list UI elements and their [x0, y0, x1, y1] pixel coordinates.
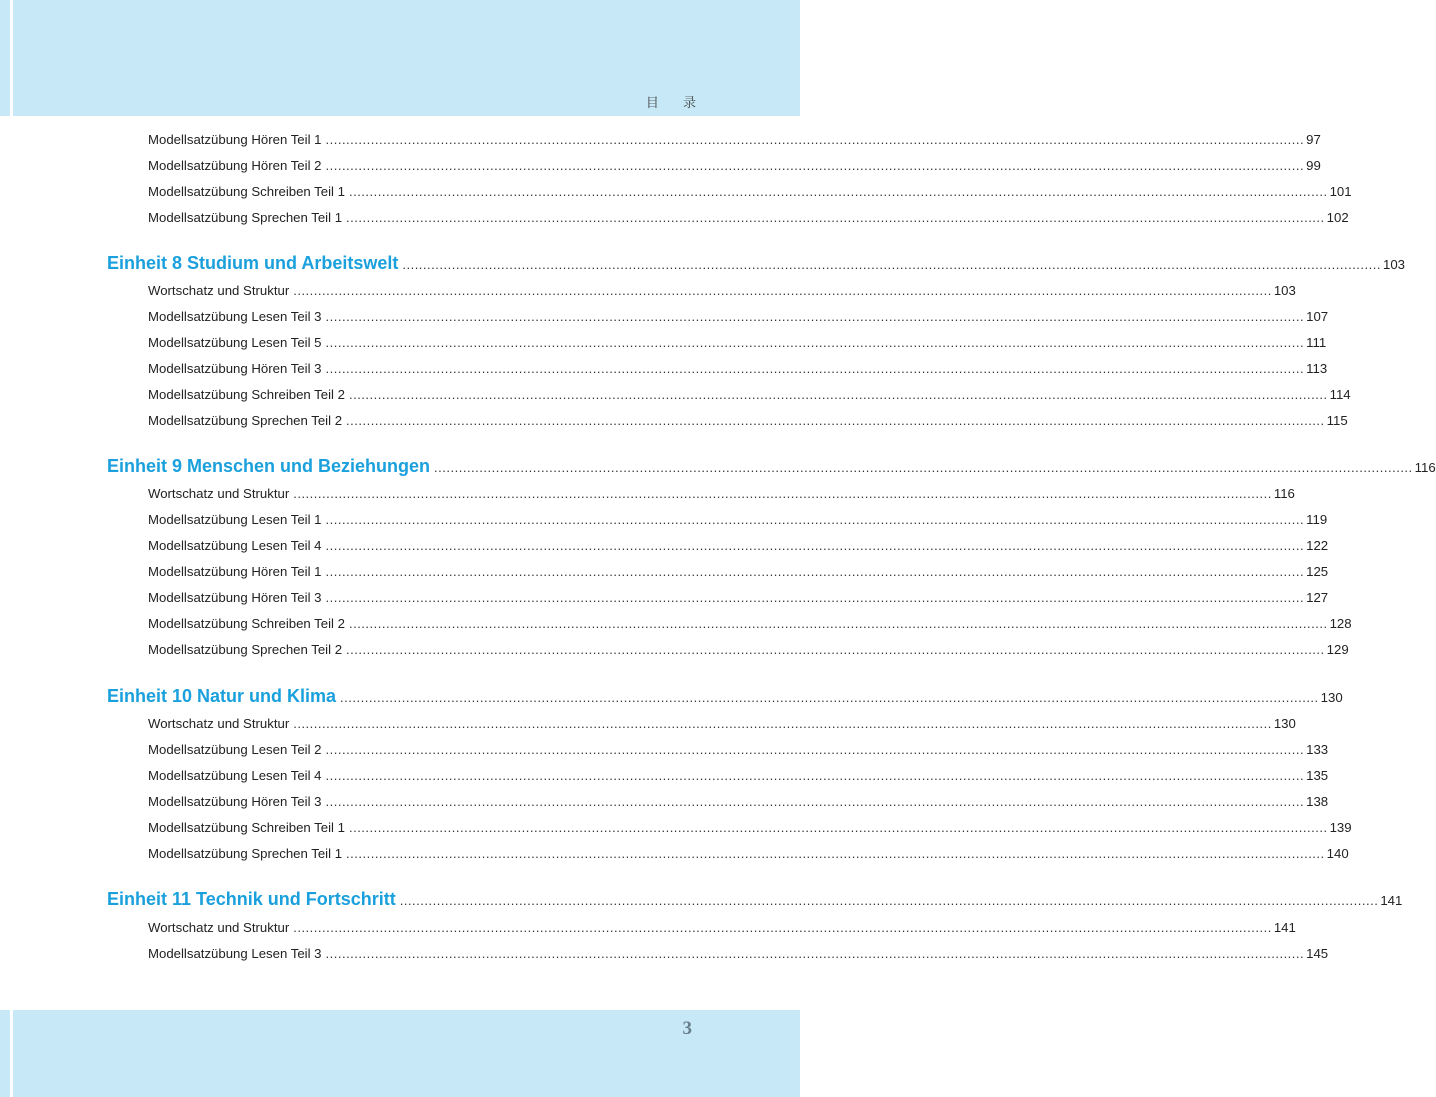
toc-entry[interactable]: [148, 742, 1329, 764]
toc-leader-dots: ..............................................................................................................................................................................................................................................: [348, 184, 1328, 199]
toc-leader-dots: ..............................................................................................................................................................................................................................................: [346, 642, 1325, 657]
toc-entry[interactable]: [148, 335, 1327, 357]
toc-entry-label: Modellsatzübung Schreiben Teil 2: [148, 616, 345, 631]
toc-leader-dots: ..............................................................................................................................................................................................................................................: [402, 257, 1381, 272]
toc-unit-page: 141: [1380, 893, 1403, 908]
toc-leader-dots: ..............................................................................................................................................................................................................................................: [325, 946, 1305, 961]
toc-entry[interactable]: [148, 283, 1296, 305]
toc-leader-dots: ..............................................................................................................................................................................................................................................: [348, 616, 1328, 631]
toc-entry-label: Modellsatzübung Hören Teil 1: [148, 132, 322, 147]
toc-leader-dots: ..............................................................................................................................................................................................................................................: [346, 413, 1325, 428]
toc-leader-dots: ..............................................................................................................................................................................................................................................: [293, 920, 1272, 935]
toc-leader-dots: ..............................................................................................................................................................................................................................................: [293, 283, 1272, 298]
toc-unit-page: 103: [1382, 257, 1405, 272]
toc-entry-page: 107: [1306, 309, 1329, 324]
toc-entry-page: 122: [1306, 538, 1329, 553]
toc-entry-page: 138: [1306, 794, 1329, 809]
toc-entry[interactable]: [148, 768, 1329, 790]
toc-entry-page: 127: [1306, 590, 1329, 605]
toc-entry-page: 129: [1326, 642, 1349, 657]
toc-entry[interactable]: [148, 716, 1296, 738]
toc-entry[interactable]: [148, 590, 1329, 612]
toc-entry-page: 140: [1326, 846, 1349, 861]
toc-entry-label: Modellsatzübung Sprechen Teil 1: [148, 210, 343, 225]
toc-entry-page: 102: [1326, 210, 1349, 225]
toc-leader-dots: ..............................................................................................................................................................................................................................................: [346, 846, 1325, 861]
toc-entry-label: Modellsatzübung Hören Teil 2: [148, 158, 322, 173]
toc-unit-title: Einheit 9 Menschen und Beziehungen: [107, 456, 431, 476]
toc-leader-dots: ..............................................................................................................................................................................................................................................: [346, 210, 1325, 225]
toc-entry-page: 115: [1326, 413, 1348, 428]
toc-entry-label: Wortschatz und Struktur: [148, 486, 290, 501]
toc-entry[interactable]: [148, 512, 1328, 534]
toc-entry-label: Modellsatzübung Lesen Teil 2: [148, 742, 322, 757]
toc-entry-page: 119: [1306, 512, 1328, 527]
toc-leader-dots: ..............................................................................................................................................................................................................................................: [325, 590, 1305, 605]
toc-entry[interactable]: [148, 642, 1349, 664]
toc-entry[interactable]: [148, 820, 1352, 842]
toc-leader-dots: ..............................................................................................................................................................................................................................................: [325, 512, 1305, 527]
toc-entry-page: 114: [1329, 387, 1351, 402]
footer-stripe: [10, 1010, 13, 1097]
toc-entry-label: Modellsatzübung Lesen Teil 1: [148, 512, 322, 527]
toc-leader-dots: ..............................................................................................................................................................................................................................................: [399, 893, 1379, 908]
toc-leader-dots: ..............................................................................................................................................................................................................................................: [434, 460, 1413, 475]
toc-entry-page: 135: [1306, 768, 1329, 783]
toc-entry[interactable]: [148, 132, 1321, 154]
toc-entry-label: Modellsatzübung Schreiben Teil 2: [148, 387, 345, 402]
toc-entry[interactable]: [148, 564, 1329, 586]
toc-leader-dots: ..............................................................................................................................................................................................................................................: [325, 335, 1305, 350]
toc-leader-dots: ..............................................................................................................................................................................................................................................: [325, 538, 1305, 553]
toc-leader-dots: ..............................................................................................................................................................................................................................................: [325, 361, 1305, 376]
toc-unit-page: 116: [1414, 460, 1436, 475]
toc-unit-heading[interactable]: [107, 686, 1343, 708]
toc-entry[interactable]: [148, 158, 1321, 180]
page-number: 3: [682, 1018, 692, 1039]
toc-leader-dots: ..............................................................................................................................................................................................................................................: [325, 564, 1305, 579]
toc-entry-page: 103: [1273, 283, 1296, 298]
toc-entry-label: Modellsatzübung Lesen Teil 3: [148, 946, 322, 961]
toc-entry-page: 116: [1273, 486, 1295, 501]
toc-entry[interactable]: [148, 413, 1348, 435]
toc-leader-dots: ..............................................................................................................................................................................................................................................: [293, 716, 1272, 731]
toc-unit-heading[interactable]: [107, 253, 1405, 275]
toc-entry[interactable]: [148, 361, 1328, 383]
toc-entry[interactable]: [148, 309, 1329, 331]
toc-entry-label: Modellsatzübung Hören Teil 3: [148, 794, 322, 809]
toc-unit-title: Einheit 11 Technik und Fortschritt: [107, 889, 396, 909]
toc-entry-label: Modellsatzübung Lesen Teil 5: [148, 335, 322, 350]
toc-entry-label: Modellsatzübung Hören Teil 3: [148, 361, 322, 376]
toc-entry-label: Modellsatzübung Sprechen Teil 1: [148, 846, 343, 861]
toc-entry-page: 99: [1306, 158, 1321, 173]
toc-leader-dots: ..............................................................................................................................................................................................................................................: [340, 690, 1319, 705]
toc-leader-dots: ..............................................................................................................................................................................................................................................: [348, 820, 1328, 835]
toc-leader-dots: ..............................................................................................................................................................................................................................................: [325, 742, 1305, 757]
toc-entry-page: 145: [1306, 946, 1329, 961]
toc-entry-label: Modellsatzübung Lesen Teil 3: [148, 309, 322, 324]
toc-leader-dots: ..............................................................................................................................................................................................................................................: [325, 158, 1305, 173]
toc-entry-page: 133: [1306, 742, 1329, 757]
toc-entry[interactable]: [148, 920, 1296, 942]
toc-entry-page: 141: [1273, 920, 1296, 935]
toc-entry[interactable]: [148, 538, 1329, 560]
toc-entry-label: Modellsatzübung Lesen Teil 4: [148, 538, 322, 553]
toc-entry-page: 111: [1306, 335, 1327, 350]
toc-entry[interactable]: [148, 486, 1295, 508]
toc-leader-dots: ..............................................................................................................................................................................................................................................: [325, 768, 1305, 783]
toc-entry-label: Wortschatz und Struktur: [148, 920, 290, 935]
header-stripe: [10, 0, 13, 116]
toc-entry-page: 113: [1306, 361, 1328, 376]
toc-leader-dots: ..............................................................................................................................................................................................................................................: [348, 387, 1328, 402]
toc-unit-heading[interactable]: [107, 889, 1403, 911]
toc-entry[interactable]: [148, 616, 1352, 638]
toc-entry[interactable]: [148, 184, 1352, 206]
toc-entry-label: Modellsatzübung Schreiben Teil 1: [148, 184, 345, 199]
page-header-title: 目 录: [645, 96, 706, 111]
toc-leader-dots: ..............................................................................................................................................................................................................................................: [293, 486, 1272, 501]
toc-unit-heading[interactable]: [107, 456, 1436, 478]
toc-entry-page: 128: [1329, 616, 1352, 631]
toc-entry[interactable]: [148, 846, 1349, 868]
toc-entry-label: Modellsatzübung Lesen Teil 4: [148, 768, 322, 783]
toc-entry-label: Modellsatzübung Sprechen Teil 2: [148, 642, 343, 657]
toc-entry-label: Modellsatzübung Sprechen Teil 2: [148, 413, 343, 428]
toc-unit-title: Einheit 10 Natur und Klima: [107, 686, 337, 706]
toc-entry-page: 139: [1329, 820, 1352, 835]
toc-entry-label: Wortschatz und Struktur: [148, 716, 290, 731]
toc-entry-page: 130: [1273, 716, 1296, 731]
toc-unit-page: 130: [1320, 690, 1343, 705]
toc-leader-dots: ..............................................................................................................................................................................................................................................: [325, 309, 1305, 324]
toc-entry-label: Modellsatzübung Schreiben Teil 1: [148, 820, 345, 835]
toc-entry-label: Wortschatz und Struktur: [148, 283, 290, 298]
toc-leader-dots: ..............................................................................................................................................................................................................................................: [325, 794, 1305, 809]
toc-entry[interactable]: [148, 794, 1329, 816]
toc-entry-label: Modellsatzübung Hören Teil 1: [148, 564, 322, 579]
toc-entry[interactable]: [148, 946, 1329, 968]
toc-leader-dots: ..............................................................................................................................................................................................................................................: [325, 132, 1305, 147]
toc-entry[interactable]: [148, 210, 1349, 232]
footer-band: [0, 1010, 800, 1097]
toc-entry-page: 101: [1329, 184, 1352, 199]
toc-entry-label: Modellsatzübung Hören Teil 3: [148, 590, 322, 605]
toc-entry-page: 97: [1306, 132, 1321, 147]
toc-unit-title: Einheit 8 Studium und Arbeitswelt: [107, 253, 399, 273]
toc-entry[interactable]: [148, 387, 1351, 409]
toc-entry-page: 125: [1306, 564, 1329, 579]
